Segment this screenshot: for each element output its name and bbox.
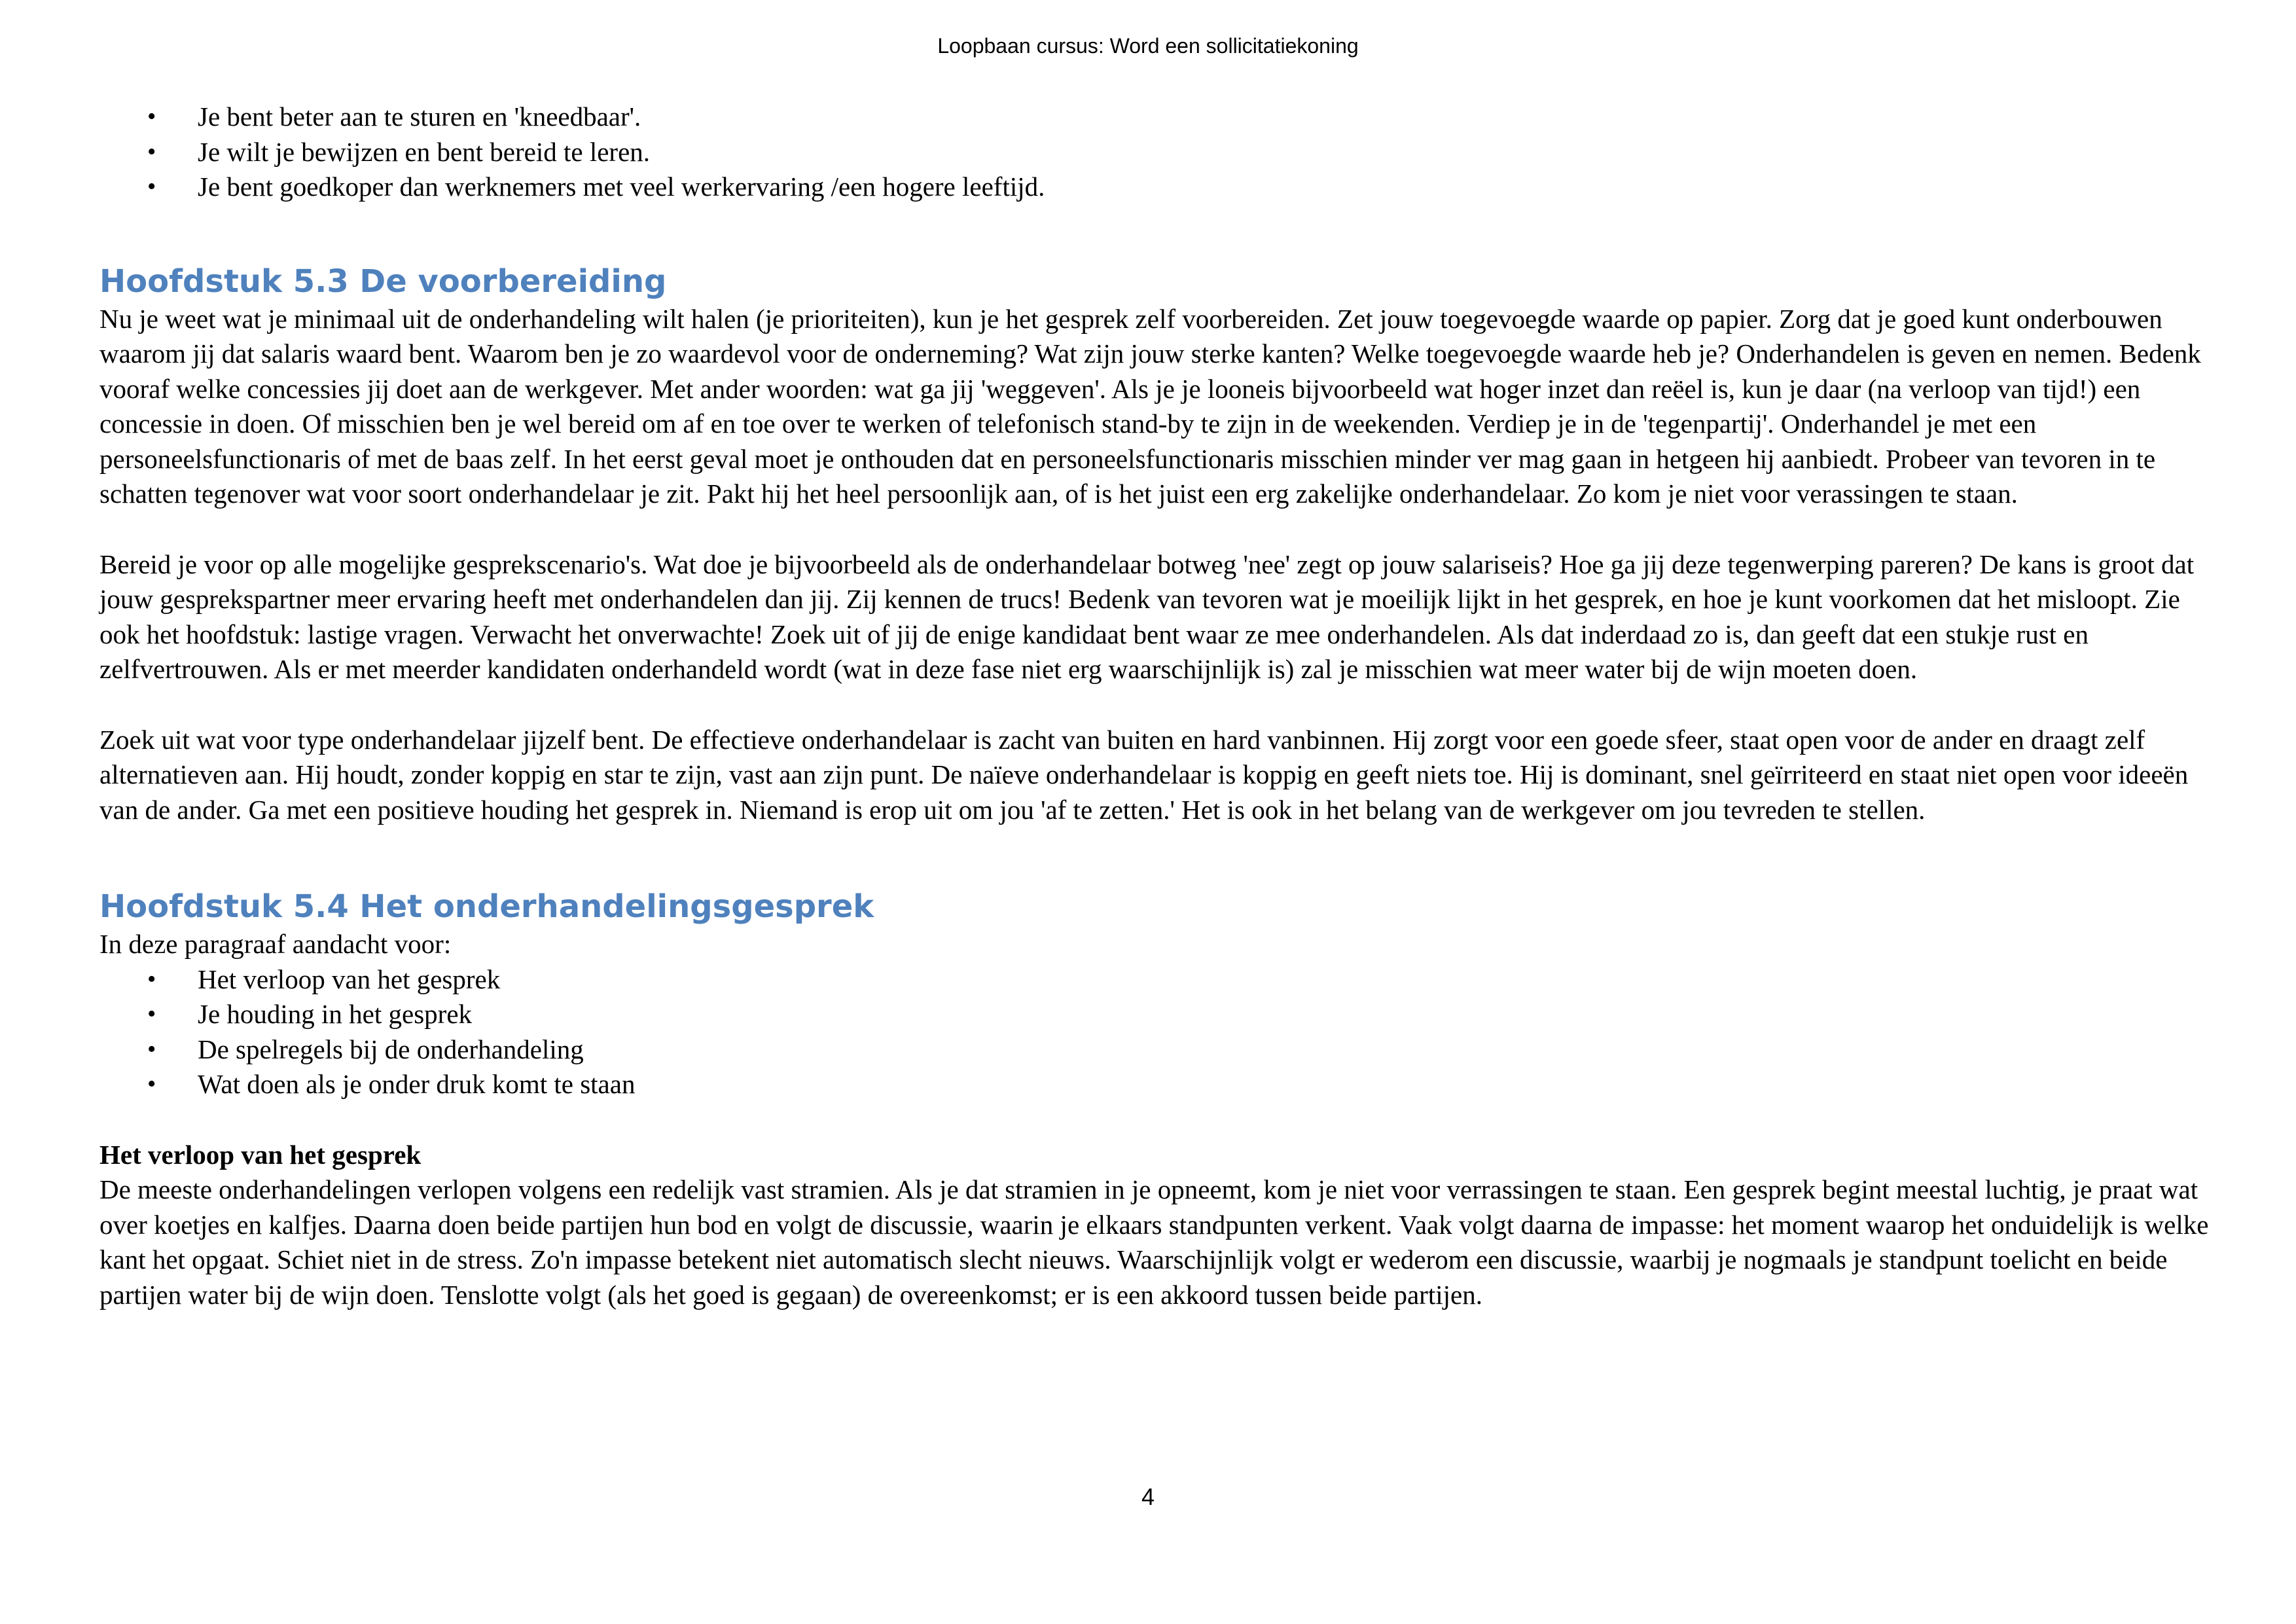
list-item-text: Je bent beter aan te sturen en 'kneedbaar'. [198,101,641,132]
section-5-4-intro: In deze paragraaf aandacht voor: [99,929,452,959]
bullet-icon: • [147,1000,156,1028]
section-5-3-paragraph-2: Bereid je voor op alle mogelijke gesprekscenario's. Wat doe je bijvoorbeeld als de onderhandelaar botweg 'nee' zegt op jouw salariseis? Hoe ga jij deze tegenwerping pareren? De kans is groot dat jouw gesprekspartner meer ervaring heeft met onderhandelen dan jij. Zij kennen de trucs! Bedenk van tevoren wat je moeilijk lijkt in het gesprek, en hoe je kunt voorkomen dat het misloopt. Zie ook het hoofdstuk: lastige vragen. Verwacht het onverwachte! Zoek uit of jij de enige kandidaat bent waar ze mee onderhandelen. Als dat inderdaad zo is, dan geeft dat een stukje rust en zelfvertrouwen. Als er met meerder kandidaten onderhandeld wordt (wat in deze fase niet erg waarschijnlijk is) zal je misschien wat meer water bij de wijn moeten doen. [99,549,2195,684]
list-item-text: Je wilt je bewijzen en bent bereid te leren. [198,136,651,167]
intro-bullet-list [99,99,2217,205]
list-item [99,135,2217,170]
section-5-3-paragraph-1: Nu je weet wat je minimaal uit de onderhandeling wilt halen (je prioriteiten), kun je het gesprek zelf voorbereiden. Zet jouw toegevoegde waarde op papier. Zorg dat je goed kunt onderbouwen waarom jij dat salaris waard bent. Waarom ben je zo waardevol voor de onderneming? Wat zijn jouw sterke kanten? Welke toegevoegde waarde heb je? Onderhandelen is geven en nemen. Bedenk vooraf welke concessies jij doet aan de werkgever. Met ander woorden: wat ga jij 'weggeven'. Als je je looneis bijvoorbeeld wat hoger inzet dan reëel is, kun je daar (na verloop van tijd!) een concessie in doen. Of misschien ben je wel bereid om af en toe over te werken of telefonisch stand-by te zijn in de weekenden. Verdiep je in de 'tegenpartij'. Onderhandel je met een personeelsfunctionaris of met de baas zelf. In het eerst geval moet je onthouden dat en personeelsfunctionaris misschien minder ver mag gaan in hetgeen hij aanbiedt. Probeer van tevoren in te schatten tegenover wat voor soort onderhandelaar je zit. Pakt hij het heel persoonlijk aan, of is het juist een erg zakelijke onderhandelaar. Zo kom je niet voor verassingen te staan. [99,303,2201,509]
list-item [99,1032,2217,1068]
section-5-4-paragraph: De meeste onderhandelingen verlopen volgens een redelijk vast stramien. Als je dat stramien in je opneemt, kom je niet voor verrassingen te staan. Een gesprek begint meestal luchtig, je praat wat over koetjes en kalfjes. Daarna doen beide partijen hun bod en volgt de discussie, waarin je elkaars standpunten verkent. Vaak volgt daarna de impasse: het moment waarop het onduidelijk is welke kant het opgaat. Schiet niet in de stress. Zo'n impasse betekent niet automatisch slecht nieuws. Waarschijnlijk volgt er wederom een discussie, waarbij je nogmaals je standpunt toelicht en beide partijen water bij de wijn doen. Tenslotte volgt (als het goed is gegaan) de overeenkomst; er is een akkoord tussen beide partijen. [99,1174,2209,1310]
page-content [99,99,2217,1312]
bullet-icon: • [147,103,156,130]
list-item [99,1067,2217,1102]
list-item-text: Je houding in het gesprek [198,999,473,1029]
bullet-icon: • [147,965,156,993]
list-item-text: Je bent goedkoper dan werknemers met veel werkervaring /een hogere leeftijd. [198,171,1045,202]
bullet-icon: • [147,1035,156,1063]
running-header: Loopbaan cursus: Word een sollicitatiekoning [937,34,1359,58]
list-item-text: Wat doen als je onder druk komt te staan [198,1069,636,1099]
list-item [99,962,2217,998]
list-item-text: Het verloop van het gesprek [198,964,501,994]
bullet-icon: • [147,137,156,166]
section-5-3-heading: Hoofdstuk 5.3 De voorbereiding [99,262,667,300]
list-item [99,170,2217,205]
bullet-icon: • [147,173,156,200]
section-5-4-heading: Hoofdstuk 5.4 Het onderhandelingsgesprek [99,888,874,925]
section-5-4-subheading: Het verloop van het gesprek [99,1139,422,1170]
bullet-icon: • [147,1070,156,1098]
page-number: 4 [1141,1483,1155,1510]
section-5-3-paragraph-3: Zoek uit wat voor type onderhandelaar jijzelf bent. De effectieve onderhandelaar is zacht van buiten en hard vanbinnen. Hij zorgt voor een goede sfeer, staat open voor de ander en draagt zelf alternatieven aan. Hij houdt, zonder koppig en star te zijn, vast aan zijn punt. De naïeve onderhandelaar is koppig en geeft niets toe. Hij is dominant, snel geïrriteerd en staat niet open voor ideeën van de ander. Ga met een positieve houding het gesprek in. Niemand is erop uit om jou 'af te zetten.' Het is ook in het belang van de werkgever om jou tevreden te stellen. [99,724,2189,825]
list-item [99,997,2217,1032]
list-item [99,99,2217,135]
list-item-text: De spelregels bij de onderhandeling [198,1034,584,1064]
section-5-4-bullet-list [99,962,2217,1102]
